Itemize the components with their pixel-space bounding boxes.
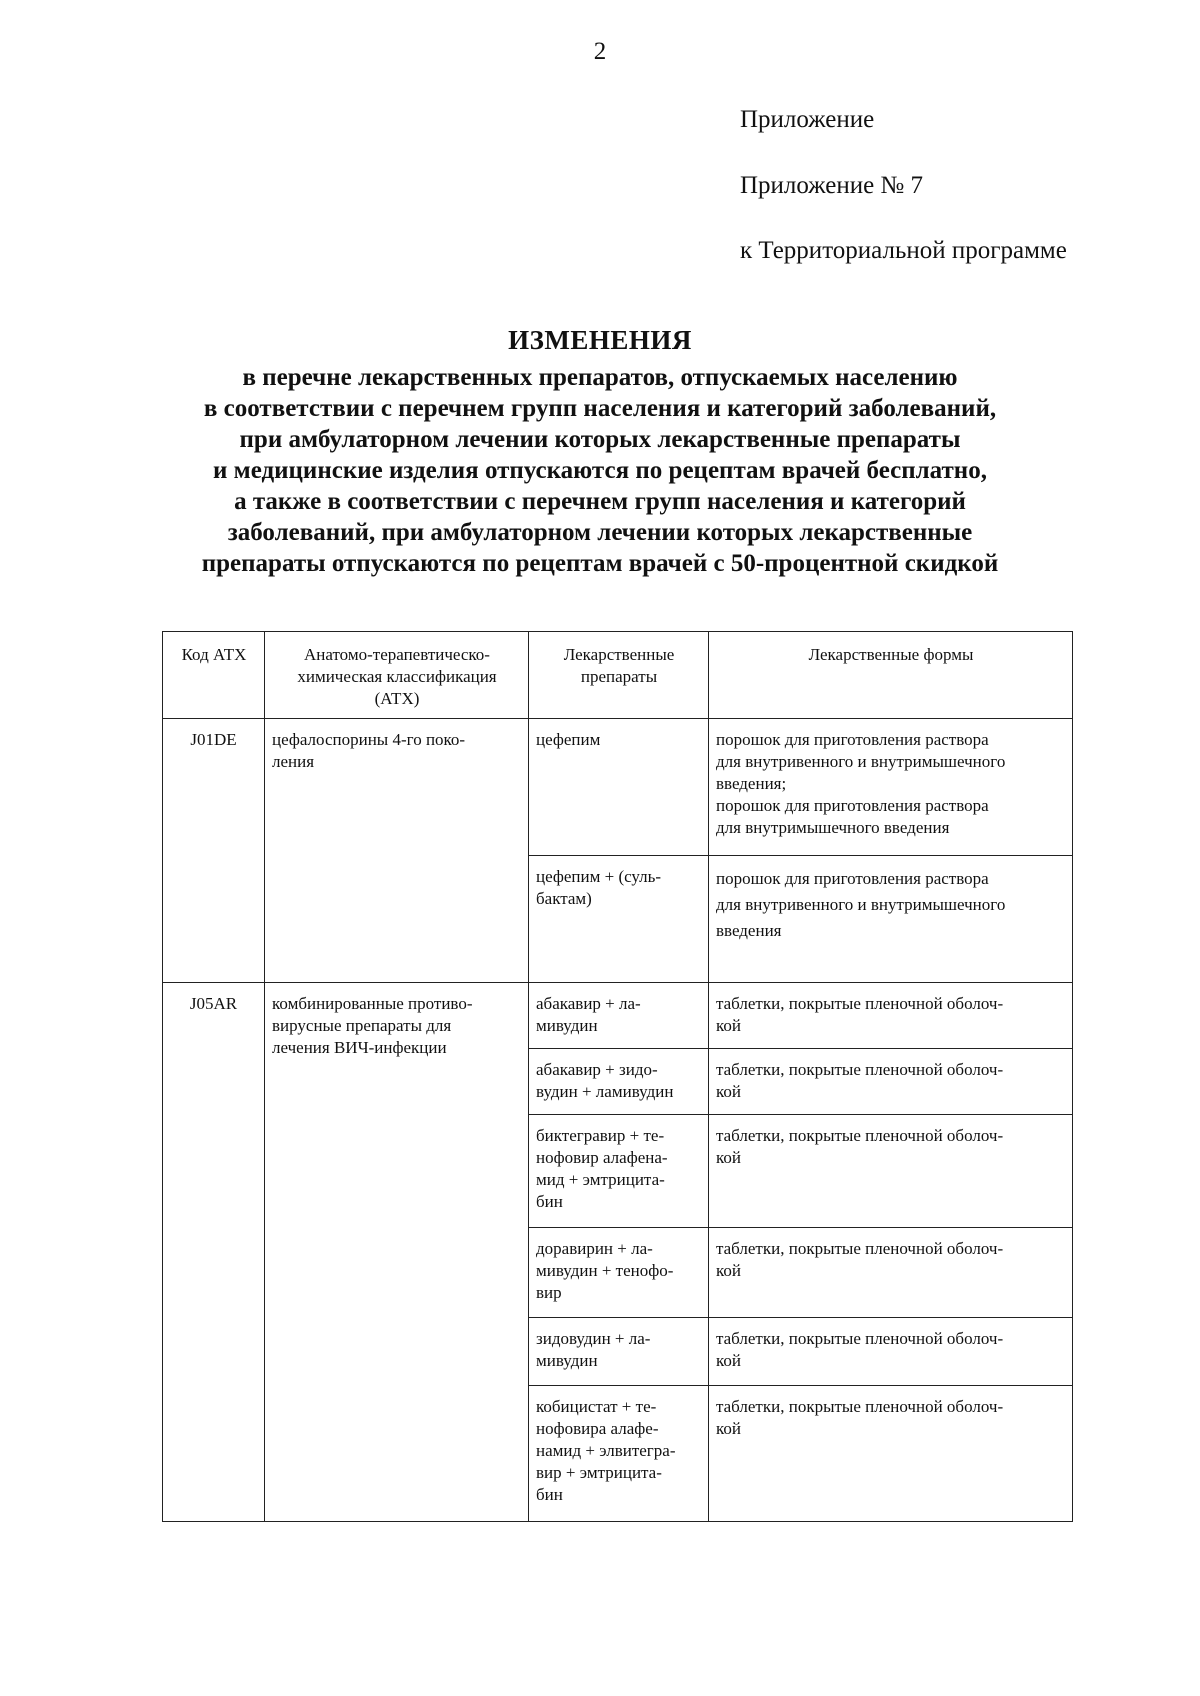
forms-line: таблетки, покрытые пленочной оболоч- bbox=[716, 1060, 1004, 1079]
table-row bbox=[163, 719, 1073, 856]
forms-line: кой bbox=[716, 1261, 741, 1280]
forms-line: для внутривенного и внутримышечного bbox=[716, 752, 1006, 771]
header-drugs-line: Лекарственные bbox=[563, 645, 675, 664]
header-drugs bbox=[529, 632, 709, 719]
forms-line: таблетки, покрытые пленочной оболоч- bbox=[716, 994, 1004, 1013]
subtitle-line: в перечне лекарственных препаратов, отпускаемых населению bbox=[242, 364, 958, 391]
drug-line: цефепим bbox=[536, 730, 601, 749]
forms-line: введения; bbox=[716, 774, 787, 793]
classification-line: лечения ВИЧ-инфекции bbox=[272, 1038, 447, 1057]
drug-line: вир bbox=[536, 1283, 562, 1302]
forms-line: таблетки, покрытые пленочной оболоч- bbox=[716, 1329, 1004, 1348]
classification-line: комбинированные противо- bbox=[272, 994, 473, 1013]
header-forms: Лекарственные формы bbox=[709, 632, 1073, 719]
header-classification-line: Анатомо-терапевтическо- bbox=[304, 645, 490, 664]
forms-line: кой bbox=[716, 1148, 741, 1167]
forms-cell bbox=[709, 1386, 1073, 1522]
forms-cell bbox=[709, 856, 1073, 983]
atx-classification-cell bbox=[265, 983, 529, 1522]
table-row bbox=[163, 983, 1073, 1049]
header-classification bbox=[265, 632, 529, 719]
drug-line: мид + эмтрицита- bbox=[536, 1170, 665, 1189]
header-code: Код АТХ bbox=[163, 632, 265, 719]
appendix-label: Приложение bbox=[740, 106, 875, 133]
drug-line: доравирин + ла- bbox=[536, 1239, 653, 1258]
forms-line: кой bbox=[716, 1082, 741, 1101]
forms-cell bbox=[709, 1049, 1073, 1115]
drug-line: бактам) bbox=[536, 889, 592, 908]
subtitle-line: в соответствии с перечнем групп населения и категорий заболеваний, bbox=[203, 395, 997, 422]
drug-line: абакавир + ла- bbox=[536, 994, 641, 1013]
drug-line: нофовир алафена- bbox=[536, 1148, 668, 1167]
forms-line: кой bbox=[716, 1016, 741, 1035]
forms-cell bbox=[709, 1115, 1073, 1228]
header-classification-line: (АТХ) bbox=[374, 689, 420, 708]
forms-line: порошок для приготовления раствора bbox=[716, 869, 989, 888]
forms-line: таблетки, покрытые пленочной оболоч- bbox=[716, 1126, 1004, 1145]
classification-line: цефалоспорины 4-го поко- bbox=[272, 730, 466, 749]
drug-cell bbox=[529, 719, 709, 856]
atx-classification-cell bbox=[265, 719, 529, 983]
forms-line: для внутривенного и внутримышечного bbox=[716, 895, 1006, 914]
atx-code-cell: J01DE bbox=[163, 719, 265, 983]
classification-line: вирусные препараты для bbox=[272, 1016, 452, 1035]
subtitle-line: заболеваний, при амбулаторном лечении которых лекарственные bbox=[227, 519, 973, 546]
appendix-number: Приложение № 7 bbox=[740, 172, 924, 199]
subtitle-line: а также в соответствии с перечнем групп населения и категорий bbox=[234, 488, 966, 515]
document-title: ИЗМЕНЕНИЯ bbox=[508, 325, 692, 355]
forms-cell bbox=[709, 983, 1073, 1049]
drug-line: бин bbox=[536, 1485, 563, 1504]
drug-line: биктегравир + те- bbox=[536, 1126, 665, 1145]
drug-line: кобицистат + те- bbox=[536, 1397, 657, 1416]
forms-line: таблетки, покрытые пленочной оболоч- bbox=[716, 1397, 1004, 1416]
forms-line: введения bbox=[716, 921, 782, 940]
drug-cell bbox=[529, 1115, 709, 1228]
forms-cell bbox=[709, 1228, 1073, 1318]
drug-cell bbox=[529, 1318, 709, 1386]
drug-cell bbox=[529, 856, 709, 983]
drug-cell bbox=[529, 983, 709, 1049]
drug-cell bbox=[529, 1049, 709, 1115]
drug-line: зидовудин + ла- bbox=[536, 1329, 651, 1348]
forms-line: таблетки, покрытые пленочной оболоч- bbox=[716, 1239, 1004, 1258]
header-drugs-line: препараты bbox=[580, 667, 658, 686]
drug-line: мивудин + тенофо- bbox=[536, 1261, 674, 1280]
subtitle-line: при амбулаторном лечении которых лекарственные препараты bbox=[239, 426, 961, 453]
forms-line: кой bbox=[716, 1351, 741, 1370]
drug-line: абакавир + зидо- bbox=[536, 1060, 658, 1079]
document-subtitle bbox=[0, 362, 1200, 579]
drug-line: нофовира алафе- bbox=[536, 1419, 659, 1438]
forms-line: порошок для приготовления раствора bbox=[716, 730, 989, 749]
drug-cell bbox=[529, 1228, 709, 1318]
subtitle-line: препараты отпускаются по рецептам врачей с 50-процентной скидкой bbox=[201, 550, 999, 577]
drug-line: мивудин bbox=[536, 1351, 598, 1370]
drug-line: бин bbox=[536, 1192, 563, 1211]
drug-line: вир + эмтрицита- bbox=[536, 1463, 662, 1482]
forms-cell bbox=[709, 719, 1073, 856]
classification-line: ления bbox=[272, 752, 315, 771]
header-classification-line: химическая классификация bbox=[297, 667, 497, 686]
drug-line: мивудин bbox=[536, 1016, 598, 1035]
atx-changes-table bbox=[162, 631, 1073, 1522]
drug-line: намид + элвитегра- bbox=[536, 1441, 676, 1460]
forms-line: кой bbox=[716, 1419, 741, 1438]
forms-line: порошок для приготовления раствора bbox=[716, 796, 989, 815]
subtitle-line: и медицинские изделия отпускаются по рецептам врачей бесплатно, bbox=[213, 457, 987, 484]
table-header-row bbox=[163, 632, 1073, 719]
appendix-reference: к Территориальной программе bbox=[740, 237, 1067, 264]
page-number: 2 bbox=[593, 38, 607, 65]
atx-code-cell: J05AR bbox=[163, 983, 265, 1522]
forms-line: для внутримышечного введения bbox=[716, 818, 950, 837]
drug-line: цефепим + (суль- bbox=[536, 867, 662, 886]
drug-line: вудин + ламивудин bbox=[536, 1082, 674, 1101]
forms-cell bbox=[709, 1318, 1073, 1386]
drug-cell bbox=[529, 1386, 709, 1522]
